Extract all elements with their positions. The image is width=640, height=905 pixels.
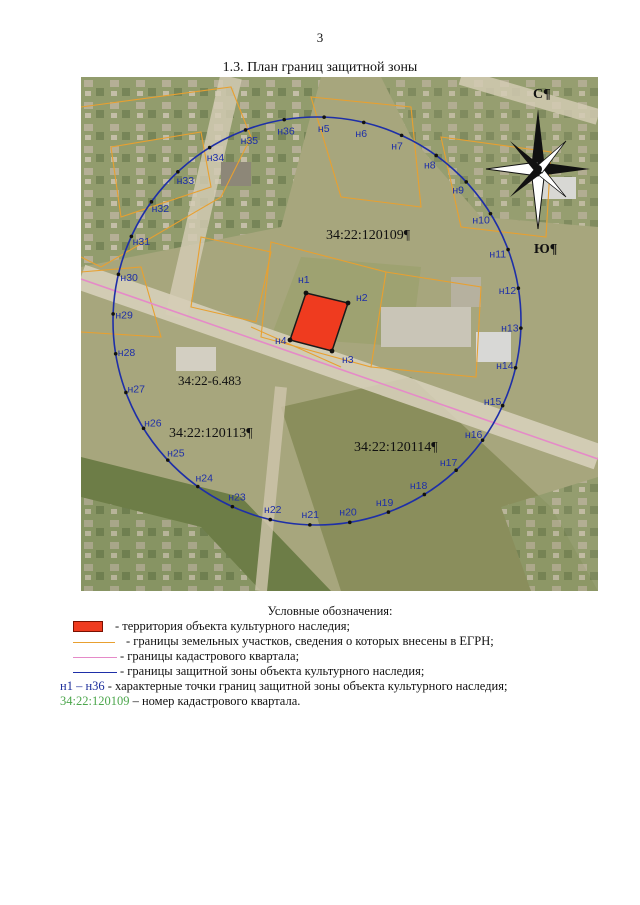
zone-point-label: н8 [423,159,436,172]
zone-point-label: н31 [132,235,151,248]
legend-land-plots-text: - границы земельных участков, сведения о которых внесены в ЕГРН; [126,634,494,648]
zone-point-label: н7 [391,140,403,153]
object-point-marker [346,301,351,306]
object-point-label: н1 [298,274,310,286]
zone-point-marker [514,366,518,370]
zone-point-label: н22 [264,503,282,516]
legend-title: Условные обозначения: [267,604,393,618]
zone-point-marker [506,248,510,252]
legend-row-object [60,619,620,634]
zone-point-marker [464,180,468,184]
zone-point-marker [176,170,180,174]
cadastral-label: 34:22:120113¶ [169,426,253,441]
zone-point-marker [244,128,248,132]
building [451,277,481,307]
zone-point-label: н30 [120,271,138,284]
zone-point-label: н28 [117,347,136,360]
building [476,332,511,362]
cadastral-line-icon [73,657,117,658]
object-point-marker [330,349,335,354]
zone-point-marker [268,518,272,522]
zone-point-label: н13 [501,322,519,335]
zone-point-label: н16 [464,428,483,441]
zone-point-label: н36 [277,125,295,138]
zone-point-label: н9 [452,184,464,197]
object-point-label: н2 [356,292,368,304]
legend [60,604,620,709]
zone-line-icon [73,672,117,673]
zone-point-label: н23 [228,491,246,504]
zone-point-marker [362,121,366,125]
zone-point-label: н6 [355,128,368,141]
building [221,162,251,186]
zone-point-label: н11 [489,248,507,261]
object-point-label: н3 [342,354,354,366]
zone-point-marker [423,493,427,497]
zone-point-marker [387,510,391,514]
legend-row-cadastral [60,649,620,664]
zone-point-marker [519,326,523,330]
zone-point-label: н35 [240,135,259,148]
cadastral-label: 34:22-6.483 [178,373,242,388]
page-title: 1.3. План границ защитной зоны [222,60,418,75]
zone-point-label: н27 [127,383,145,396]
page-number: 3 [316,30,324,45]
building [176,347,216,371]
legend-zone-text: - границы защитной зоны объекта культурного наследия; [120,664,425,678]
zone-point-marker [322,115,326,119]
legend-object-text: - территория объекта культурного наследия; [115,619,351,633]
zone-point-label: н17 [439,457,458,470]
zone-point-label: н15 [483,396,502,409]
zone-point-label: н18 [409,480,428,493]
zone-point-label: н32 [151,203,170,216]
object-point-marker [304,291,309,296]
zone-point-label: н19 [375,496,394,509]
compass-south-label: Ю¶ [534,242,558,257]
compass-north-label: С¶ [533,87,551,102]
zone-point-label: н34 [206,151,225,164]
zone-point-marker [196,485,200,489]
legend-points-text: - характерные точки границ защитной зоны объекта культурного наследия; [104,679,508,693]
land-plot-line-icon [73,642,115,643]
zone-point-label: н5 [317,123,330,136]
legend-points-prefix: н1 – н36 [60,679,105,693]
legend-cadastral-number-text: – номер кадастрового квартала. [129,694,301,708]
zone-point-label: н24 [195,472,213,485]
zone-point-marker [282,118,286,122]
zone-point-marker [348,521,352,525]
object-point-marker [288,338,293,343]
map-area [81,77,598,591]
zone-point-label: н26 [144,417,162,430]
cadastral-label: 34:22:120114¶ [354,440,438,455]
legend-row-cadastral-number [60,694,620,709]
zone-point-label: н10 [472,214,490,227]
zone-point-label: н25 [167,447,185,460]
zone-point-marker [308,523,312,527]
legend-row-points [60,679,620,694]
zone-point-marker [208,146,212,150]
zone-point-label: н20 [339,506,357,519]
legend-row-zone [60,664,620,679]
zone-point-marker [517,286,521,290]
cadastral-label: 34:22:120109¶ [326,228,411,243]
legend-cadastral-number: 34:22:120109 [60,694,130,708]
zone-point-label: н21 [301,508,320,521]
zone-point-marker [400,134,404,138]
zone-point-label: н33 [176,174,195,187]
building [381,307,471,347]
zone-point-marker [434,154,438,158]
object-point-label: н4 [275,335,287,347]
zone-point-label: н29 [115,309,133,322]
object-swatch-icon [73,621,103,632]
legend-cadastral-text: - границы кадастрового квартала; [120,649,300,663]
zone-point-marker [231,505,235,509]
zone-point-label: н12 [498,284,517,297]
legend-row-land-plots [60,634,620,649]
zone-point-marker [111,312,115,316]
zone-point-label: н14 [496,360,514,373]
